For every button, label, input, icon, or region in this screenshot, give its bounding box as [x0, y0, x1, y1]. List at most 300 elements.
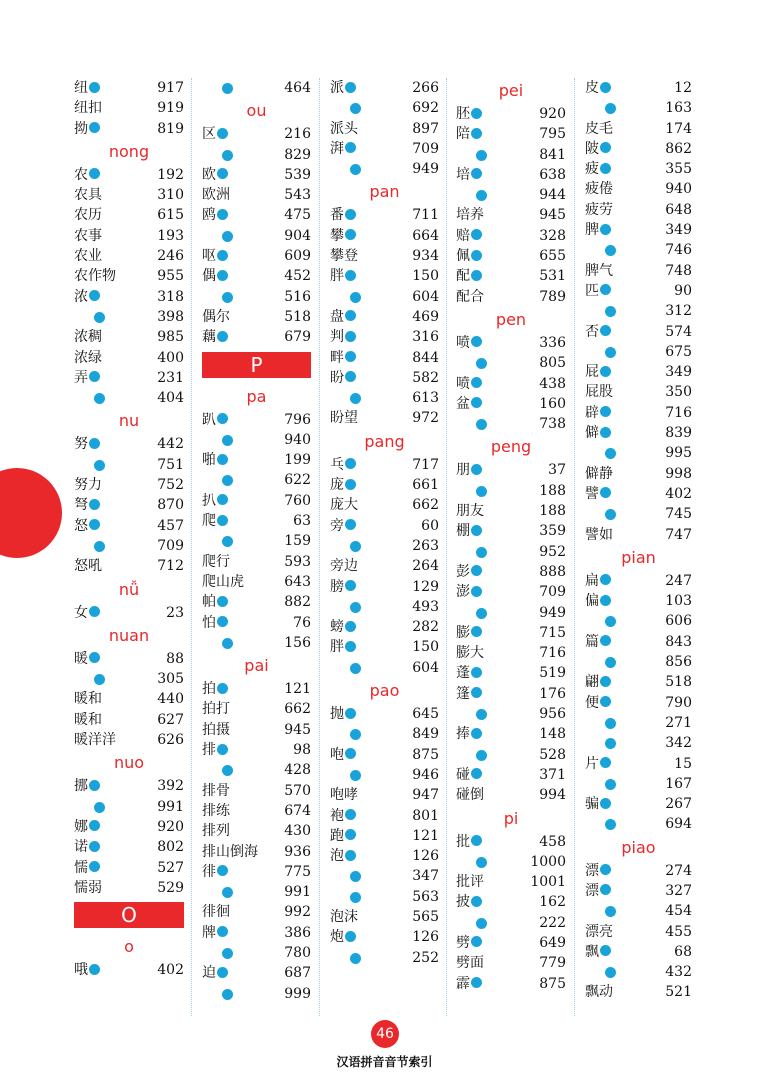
pinyin-badge-icon	[471, 229, 482, 240]
pinyin-badge-icon	[600, 757, 611, 768]
page-ref: 748	[665, 262, 692, 279]
entry-text: 暖和	[74, 711, 102, 728]
index-entry	[585, 119, 692, 139]
index-entry	[330, 287, 439, 307]
entry-text: 抛	[330, 706, 344, 723]
page-ref: 174	[665, 120, 692, 137]
index-entry	[330, 495, 439, 515]
entry-text: 诺	[74, 839, 88, 856]
index-entry	[456, 852, 566, 872]
page-ref: 521	[665, 984, 692, 1001]
pinyin-badge-icon	[605, 103, 616, 114]
entry-word	[74, 495, 100, 515]
index-entry	[456, 521, 566, 541]
index-entry	[585, 881, 692, 901]
index-entry	[74, 119, 184, 139]
page-ref: 897	[412, 120, 439, 137]
index-entry	[74, 226, 184, 246]
entry-word	[585, 942, 611, 962]
pinyin-badge-icon	[476, 750, 487, 761]
pinyin-badge-icon	[476, 190, 487, 201]
entry-text: 朋	[456, 462, 470, 479]
page-ref: 126	[412, 929, 439, 946]
pinyin-badge-icon	[89, 168, 100, 179]
entry-text: 判	[330, 329, 344, 346]
entry-word	[74, 246, 102, 266]
page-ref: 98	[293, 742, 311, 759]
index-entry	[456, 287, 566, 307]
index-entry	[74, 205, 184, 225]
index-entry	[202, 78, 311, 98]
index-entry	[330, 637, 439, 657]
page-ref: 192	[157, 166, 184, 183]
side-tab-marker	[0, 468, 62, 558]
entry-text: 弩	[74, 497, 88, 514]
pinyin-badge-icon	[89, 290, 100, 301]
syllable-heading: ou	[246, 101, 267, 121]
entry-word	[456, 892, 482, 912]
index-entry	[74, 185, 184, 205]
page-ref: 843	[665, 633, 692, 650]
index-entry	[456, 460, 566, 480]
entry-word	[456, 953, 484, 973]
entry-word	[202, 572, 244, 592]
pinyin-badge-icon	[89, 861, 100, 872]
pinyin-badge-icon	[89, 964, 100, 975]
entry-text: 浓	[74, 288, 88, 305]
pinyin-badge-icon	[345, 209, 356, 220]
page-ref: 801	[412, 807, 439, 824]
page-ref: 945	[539, 207, 566, 224]
syllable-heading: nu	[118, 411, 140, 431]
index-entry	[330, 119, 439, 139]
index-entry	[202, 760, 311, 780]
pinyin-badge-icon	[217, 926, 228, 937]
index-entry	[202, 592, 311, 612]
page-ref: 121	[412, 827, 439, 844]
pinyin-badge-icon	[476, 150, 487, 161]
page-ref: 716	[665, 404, 692, 421]
index-entry	[585, 571, 692, 591]
entry-text: 暖	[74, 650, 88, 667]
entry-word	[330, 119, 358, 139]
entry-text: 否	[585, 323, 599, 340]
index-entry	[202, 552, 311, 572]
pinyin-badge-icon	[89, 841, 100, 852]
pinyin-badge-icon	[89, 519, 100, 530]
page-ref: 12	[674, 80, 692, 96]
entry-text: 排练	[202, 802, 230, 819]
entry-word	[330, 266, 356, 286]
index-column-2	[202, 78, 311, 1004]
page-ref: 622	[284, 472, 311, 489]
entry-word	[330, 516, 356, 536]
page-ref: 802	[157, 839, 184, 856]
page-ref: 188	[539, 503, 566, 520]
entry-text: 飘	[585, 943, 599, 960]
index-entry	[74, 556, 184, 576]
entry-text: 棚	[456, 523, 470, 540]
index-entry	[456, 394, 566, 414]
page-ref: 947	[412, 787, 439, 804]
entry-word	[456, 832, 482, 852]
index-column-4	[456, 78, 566, 994]
index-entry	[202, 307, 311, 327]
entry-text: 区	[202, 126, 216, 143]
page-ref: 246	[157, 248, 184, 265]
entry-text: 赔	[456, 227, 470, 244]
entry-word	[202, 246, 228, 266]
index-entry	[585, 98, 692, 118]
entry-word	[585, 484, 611, 504]
index-entry	[456, 785, 566, 805]
entry-word	[202, 552, 230, 572]
page-ref: 1000	[530, 853, 566, 870]
entry-word	[585, 403, 611, 423]
entry-word	[456, 333, 482, 353]
page-ref: 991	[284, 884, 311, 901]
page-ref: 940	[284, 431, 311, 448]
entry-word	[74, 817, 100, 837]
syllable-heading: nuan	[108, 625, 150, 645]
pinyin-badge-icon	[345, 641, 356, 652]
entry-text: 批评	[456, 874, 484, 891]
entry-text: 扁	[585, 572, 599, 589]
index-entry	[330, 704, 439, 724]
pinyin-badge-icon	[476, 709, 487, 720]
page-ref: 664	[412, 227, 439, 244]
pinyin-badge-icon	[345, 310, 356, 321]
index-entry	[330, 98, 439, 118]
page-ref: 518	[284, 308, 311, 325]
syllable-heading: pao	[369, 681, 400, 701]
entry-text: 庞	[330, 477, 344, 494]
entry-word	[585, 322, 611, 342]
entry-text: 捧	[456, 726, 470, 743]
pinyin-badge-icon	[600, 864, 611, 875]
entry-word	[456, 521, 482, 541]
entry-word	[456, 562, 482, 582]
entry-word	[585, 179, 613, 199]
pinyin-badge-icon	[600, 574, 611, 585]
entry-text: 屁股	[585, 384, 613, 401]
column-divider	[191, 78, 192, 1016]
index-entry	[74, 327, 184, 347]
entry-text: 朋友	[456, 503, 484, 520]
page-ref: 920	[157, 818, 184, 835]
pinyin-badge-icon	[471, 728, 482, 739]
entry-word	[330, 205, 356, 225]
page-ref: 888	[539, 563, 566, 580]
pinyin-badge-icon	[476, 547, 487, 558]
entry-text: 譬	[585, 485, 599, 502]
page-ref: 457	[157, 517, 184, 534]
index-column-3	[330, 78, 439, 968]
pinyin-badge-icon	[345, 229, 356, 240]
index-entry	[330, 266, 439, 286]
pinyin-badge-icon	[600, 82, 611, 93]
pinyin-badge-icon	[345, 621, 356, 632]
entry-text: 培养	[456, 207, 484, 224]
entry-word	[330, 455, 356, 475]
index-entry	[456, 333, 566, 353]
pinyin-badge-icon	[89, 82, 100, 93]
index-entry	[74, 307, 184, 327]
entry-word	[202, 185, 230, 205]
column-divider	[319, 78, 320, 1016]
index-entry	[585, 322, 692, 342]
syllable-heading: pai	[244, 656, 269, 676]
entry-word	[585, 632, 611, 652]
index-entry	[202, 984, 311, 1004]
pinyin-badge-icon	[471, 250, 482, 261]
syllable-heading: nǚ	[118, 579, 140, 599]
index-entry	[330, 475, 439, 495]
pinyin-badge-icon	[217, 454, 228, 465]
entry-text: 喷	[456, 375, 470, 392]
pinyin-badge-icon	[600, 406, 611, 417]
entry-text: 陪	[456, 126, 470, 143]
entry-word	[330, 704, 356, 724]
page-ref: 231	[157, 369, 184, 386]
index-entry	[456, 374, 566, 394]
entry-word	[330, 307, 356, 327]
page-ref: 318	[157, 288, 184, 305]
page-ref: 527	[157, 859, 184, 876]
entry-text: 农事	[74, 227, 102, 244]
pinyin-badge-icon	[476, 918, 487, 929]
index-entry	[202, 963, 311, 983]
page-ref: 746	[665, 242, 692, 259]
page-ref: 159	[284, 533, 311, 550]
pinyin-badge-icon	[217, 270, 228, 281]
index-entry	[456, 226, 566, 246]
entry-text: 偏	[585, 593, 599, 610]
entry-text: 盆	[456, 395, 470, 412]
pinyin-badge-icon	[471, 397, 482, 408]
index-entry	[456, 623, 566, 643]
entry-word	[456, 394, 482, 414]
index-entry	[202, 450, 311, 470]
entry-word	[456, 104, 482, 124]
page-ref: 1001	[530, 874, 566, 891]
index-entry	[585, 794, 692, 814]
index-entry	[585, 403, 692, 423]
page-ref: 267	[665, 796, 692, 813]
page-ref: 738	[539, 416, 566, 433]
entry-word	[456, 165, 482, 185]
pinyin-badge-icon	[345, 850, 356, 861]
index-entry	[202, 801, 311, 821]
page-ref: 662	[284, 701, 311, 718]
page-ref: 310	[157, 187, 184, 204]
page-ref: 645	[412, 706, 439, 723]
entry-word	[585, 571, 611, 591]
page-ref: 199	[284, 452, 311, 469]
pinyin-badge-icon	[605, 718, 616, 729]
entry-text: 皮	[585, 80, 599, 96]
page-ref: 440	[157, 691, 184, 708]
page-ref: 404	[157, 390, 184, 407]
page-ref: 336	[539, 334, 566, 351]
page-ref: 709	[539, 584, 566, 601]
page-ref: 648	[665, 201, 692, 218]
page-ref: 775	[284, 863, 311, 880]
page-ref: 529	[157, 879, 184, 896]
pinyin-badge-icon	[222, 83, 233, 94]
index-entry	[330, 368, 439, 388]
pinyin-badge-icon	[89, 499, 100, 510]
entry-text: 漂	[585, 862, 599, 879]
pinyin-badge-icon	[222, 765, 233, 776]
entry-text: 翩	[585, 674, 599, 691]
entry-text: 藕	[202, 329, 216, 346]
pinyin-badge-icon	[350, 393, 361, 404]
entry-word	[202, 821, 230, 841]
index-entry	[74, 495, 184, 515]
entry-word	[330, 327, 356, 347]
pinyin-badge-icon	[94, 312, 105, 323]
entry-text: 篷	[456, 685, 470, 702]
page-ref: 917	[157, 80, 184, 96]
pinyin-badge-icon	[600, 884, 611, 895]
entry-text: 欧洲	[202, 187, 230, 204]
index-entry	[330, 159, 439, 179]
entry-word	[585, 220, 611, 240]
pinyin-badge-icon	[94, 674, 105, 685]
pinyin-badge-icon	[600, 676, 611, 687]
page-ref: 349	[665, 222, 692, 239]
index-entry	[202, 124, 311, 144]
page-ref: 760	[284, 492, 311, 509]
page-ref: 63	[293, 513, 311, 530]
entry-word	[74, 119, 100, 139]
pinyin-badge-icon	[345, 580, 356, 591]
pinyin-badge-icon	[471, 936, 482, 947]
index-entry	[330, 765, 439, 785]
pinyin-badge-icon	[471, 108, 482, 119]
page-ref: 150	[412, 639, 439, 656]
pinyin-badge-icon	[222, 989, 233, 1000]
page-ref: 76	[293, 614, 311, 631]
page-ref: 841	[539, 146, 566, 163]
index-entry	[585, 78, 692, 98]
page-ref: 999	[284, 985, 311, 1002]
entry-word	[330, 637, 356, 657]
entry-text: 哦	[74, 962, 88, 979]
entry-word	[456, 205, 484, 225]
pinyin-badge-icon	[350, 729, 361, 740]
page-ref: 829	[284, 146, 311, 163]
pinyin-badge-icon	[222, 638, 233, 649]
pinyin-badge-icon	[345, 458, 356, 469]
index-entry	[456, 724, 566, 744]
page-ref: 167	[665, 775, 692, 792]
page-ref: 709	[412, 140, 439, 157]
entry-text: 努	[74, 436, 88, 453]
entry-word	[74, 960, 100, 980]
entry-word	[202, 410, 228, 430]
entry-text: 弄	[74, 369, 88, 386]
page-ref: 518	[665, 674, 692, 691]
pinyin-badge-icon	[222, 292, 233, 303]
entry-text: 暖和	[74, 691, 102, 708]
pinyin-badge-icon	[605, 245, 616, 256]
entry-word	[202, 740, 228, 760]
index-entry	[585, 733, 692, 753]
page-ref: 312	[665, 303, 692, 320]
pinyin-badge-icon	[94, 541, 105, 552]
pinyin-badge-icon	[476, 358, 487, 369]
entry-word	[202, 165, 228, 185]
page-footer: 汉语拼音音节索引	[336, 1055, 433, 1069]
entry-word	[330, 826, 356, 846]
entry-text: 偶	[202, 268, 216, 285]
page-ref: 150	[412, 268, 439, 285]
index-entry	[585, 362, 692, 382]
pinyin-badge-icon	[600, 798, 611, 809]
entry-word	[202, 699, 230, 719]
pinyin-badge-icon	[350, 871, 361, 882]
index-entry	[330, 327, 439, 347]
pinyin-badge-icon	[345, 809, 356, 820]
page-ref: 347	[412, 868, 439, 885]
entry-text: 骗	[585, 796, 599, 813]
index-entry	[456, 663, 566, 683]
index-entry	[585, 525, 692, 545]
entry-text: 便	[585, 694, 599, 711]
page-ref: 956	[539, 706, 566, 723]
index-entry	[202, 902, 311, 922]
syllable-heading: pei	[498, 81, 524, 100]
page-ref: 398	[157, 308, 184, 325]
entry-text: 飘动	[585, 984, 613, 1001]
index-entry	[74, 603, 184, 623]
index-entry	[330, 724, 439, 744]
entry-word	[585, 78, 611, 98]
pinyin-badge-icon	[471, 626, 482, 637]
page-ref: 715	[539, 624, 566, 641]
pinyin-badge-icon	[471, 768, 482, 779]
page-ref: 615	[157, 207, 184, 224]
page-ref: 458	[539, 833, 566, 850]
entry-word	[585, 591, 611, 611]
pinyin-badge-icon	[89, 606, 100, 617]
page-ref: 692	[412, 100, 439, 117]
entry-text: 爬	[202, 513, 216, 530]
page-ref: 805	[539, 355, 566, 372]
page-ref: 430	[284, 823, 311, 840]
index-entry	[585, 382, 692, 402]
pinyin-badge-icon	[345, 748, 356, 759]
entry-word	[202, 902, 230, 922]
entry-text: 拍打	[202, 701, 230, 718]
entry-word	[456, 460, 482, 480]
index-entry	[74, 536, 184, 556]
index-entry	[74, 730, 184, 750]
entry-text: 膀	[330, 578, 344, 595]
entry-text: 膨	[456, 624, 470, 641]
pinyin-badge-icon	[471, 896, 482, 907]
page-ref: 945	[284, 721, 311, 738]
page-ref: 582	[412, 369, 439, 386]
index-entry	[74, 689, 184, 709]
page-ref: 469	[412, 308, 439, 325]
index-entry	[456, 185, 566, 205]
entry-word	[202, 491, 228, 511]
page-ref: 604	[412, 659, 439, 676]
page-ref: 90	[674, 282, 692, 299]
